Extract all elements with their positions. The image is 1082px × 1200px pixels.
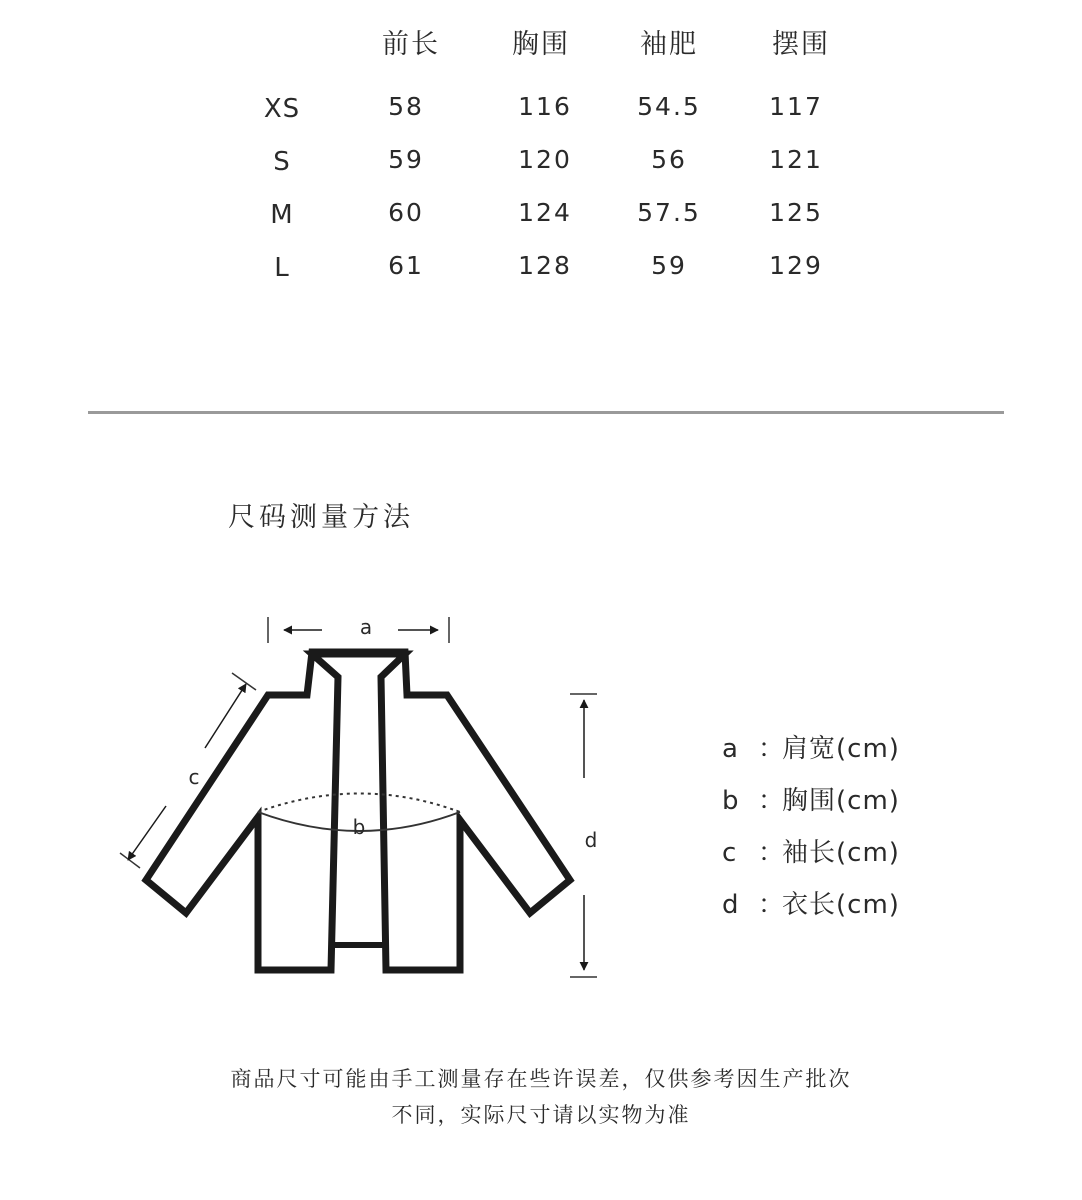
legend-key: a <box>722 734 739 764</box>
diagram-label-c: c <box>188 765 200 789</box>
legend-item-d <box>722 884 900 921</box>
header-chest: 胸围 <box>512 29 570 60</box>
disclaimer-line-2: 不同，实际尺寸请以实物为准 <box>391 1103 691 1127</box>
table-cell: 116 <box>518 92 572 121</box>
legend-label: 肩宽(cm) <box>782 734 900 764</box>
table-cell: 54.5 <box>637 92 701 121</box>
table-cell: 59 <box>388 145 424 174</box>
table-cell: 60 <box>388 198 424 227</box>
table-cell: 59 <box>651 251 687 280</box>
table-cell: 125 <box>769 198 823 227</box>
table-cell: 128 <box>518 251 572 280</box>
legend-colon: ： <box>758 786 786 816</box>
size-label: M <box>270 200 294 230</box>
legend-label: 衣长(cm) <box>782 890 900 920</box>
diagram-label-d: d <box>584 828 598 852</box>
table-cell: 57.5 <box>637 198 701 227</box>
table-cell: 121 <box>769 145 823 174</box>
table-cell: 58 <box>388 92 424 121</box>
legend-key: d <box>722 890 740 920</box>
legend-item-c <box>722 832 900 869</box>
legend-colon: ： <box>758 838 786 868</box>
measure-d-length <box>570 694 597 977</box>
diagram-label-a: a <box>359 615 373 639</box>
table-cell: 56 <box>651 145 687 174</box>
header-sleeve-width: 袖肥 <box>640 29 698 60</box>
size-label: XS <box>263 94 301 124</box>
jacket-outline <box>146 652 570 970</box>
legend-item-a <box>722 728 900 765</box>
measure-b-chest <box>258 794 460 840</box>
legend-item-b <box>722 780 900 817</box>
garment-diagram <box>0 600 640 1000</box>
table-cell: 61 <box>388 251 424 280</box>
legend-key: b <box>722 786 740 816</box>
size-label: L <box>274 253 290 283</box>
header-front-length: 前长 <box>382 29 440 60</box>
legend-colon: ： <box>758 890 786 920</box>
legend-label: 胸围(cm) <box>782 786 900 816</box>
diagram-label-b: b <box>352 815 366 839</box>
table-cell: 117 <box>769 92 823 121</box>
table-cell: 129 <box>769 251 823 280</box>
measure-a-shoulder <box>268 615 449 643</box>
table-cell: 120 <box>518 145 572 174</box>
section-divider <box>88 411 1004 414</box>
header-hem: 摆围 <box>772 29 830 60</box>
legend-colon: ： <box>758 734 786 764</box>
legend-key: c <box>722 838 738 868</box>
measure-c-sleeve <box>120 673 256 868</box>
table-cell: 124 <box>518 198 572 227</box>
section-title: 尺码测量方法 <box>228 502 414 533</box>
size-label: S <box>273 147 291 177</box>
disclaimer-line-1: 商品尺寸可能由手工测量存在些许误差，仅供参考因生产批次 <box>230 1067 852 1091</box>
legend-label: 袖长(cm) <box>782 838 900 868</box>
